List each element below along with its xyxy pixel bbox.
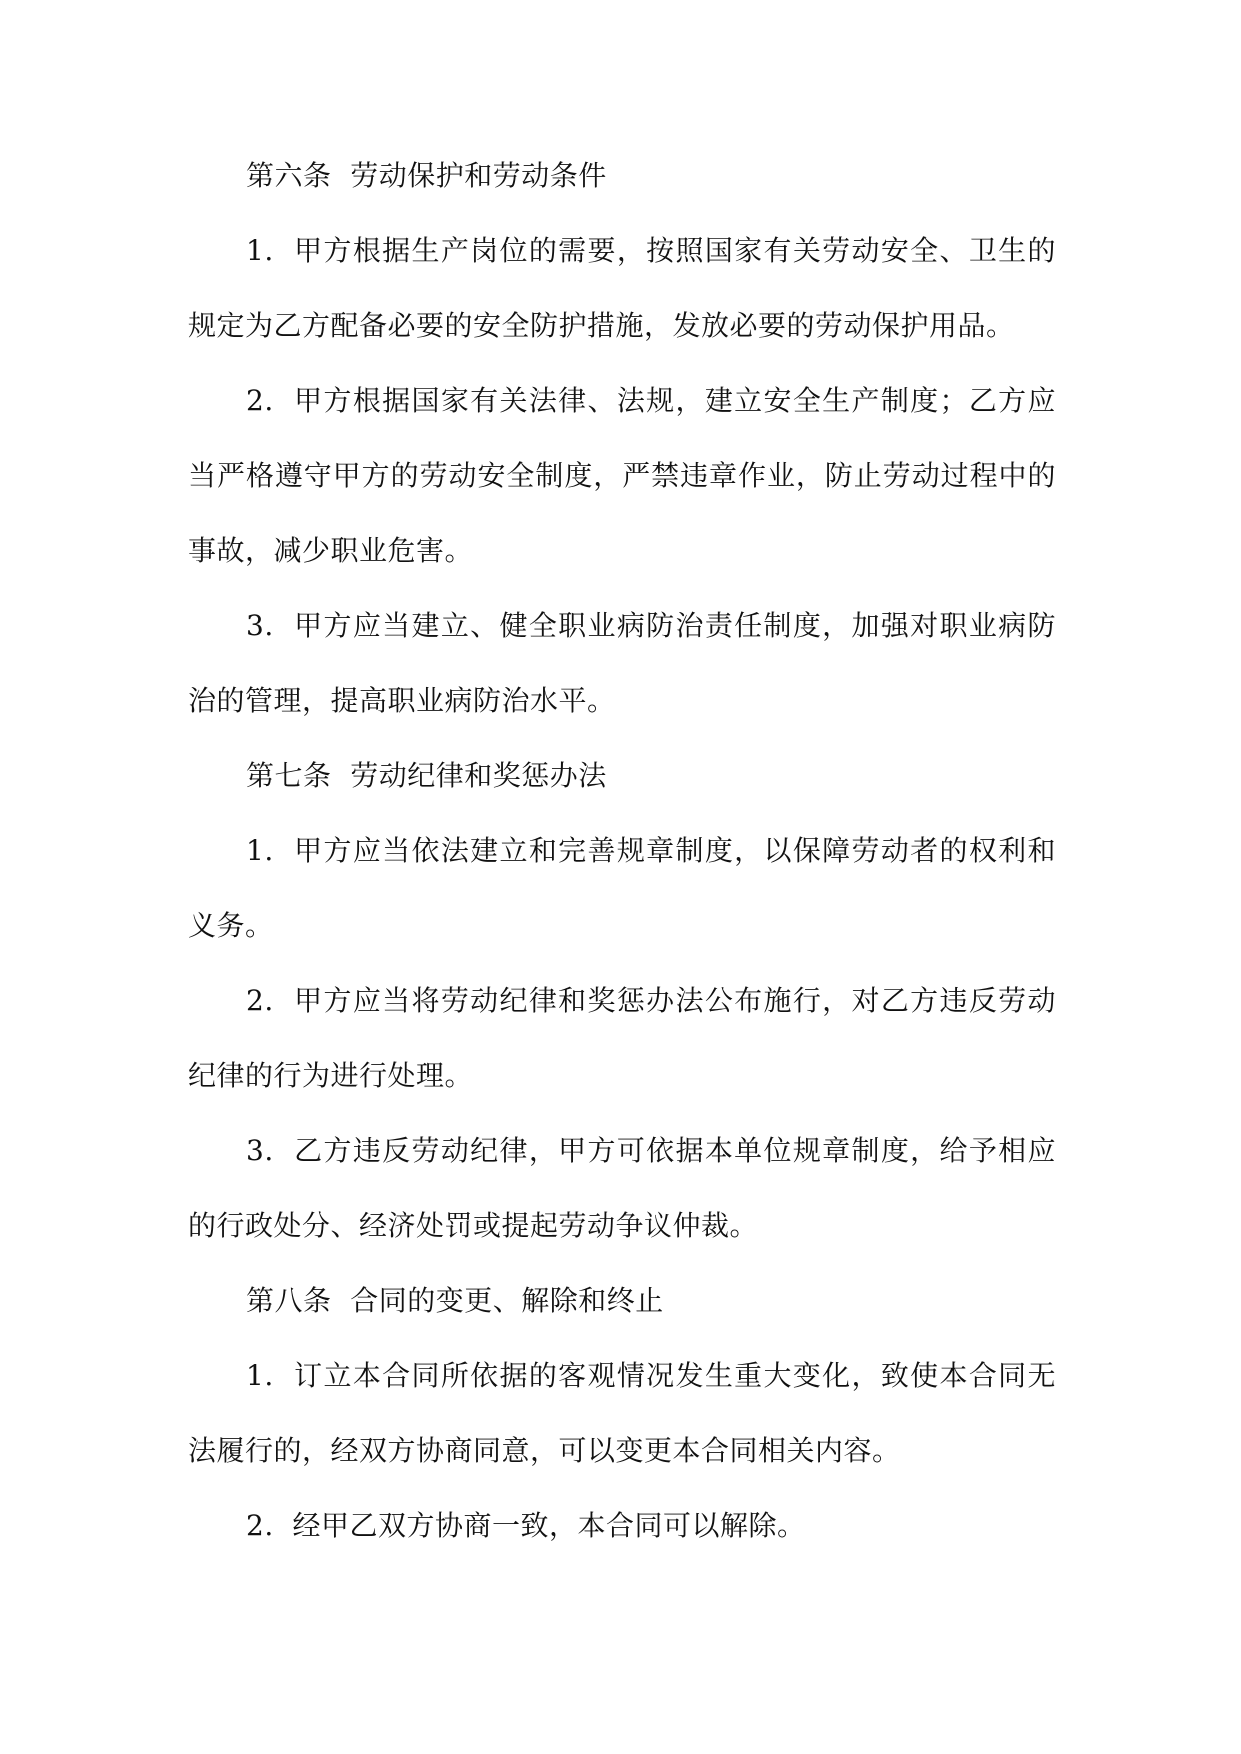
article-7-clause-2: 2. 甲方应当将劳动纪律和奖惩办法公布施行，对乙方违反劳动纪律的行为进行处理。 [188,984,1056,1092]
article-7-clause-1: 1. 甲方应当依法建立和完善规章制度，以保障劳动者的权利和义务。 [188,834,1056,942]
article-6-heading: 第六条 劳动保护和劳动条件 [246,159,607,192]
article-8-heading: 第八条 合同的变更、解除和终止 [246,1284,664,1317]
article-7-heading: 第七条 劳动纪律和奖惩办法 [246,759,607,792]
article-7-clause-3: 3. 乙方违反劳动纪律，甲方可依据本单位规章制度，给予相应的行政处分、经济处罚或提起劳动争议仲裁。 [188,1134,1056,1242]
article-8-clause-1: 1. 订立本合同所依据的客观情况发生重大变化，致使本合同无法履行的，经双方协商同意，可以变更本合同相关内容。 [188,1359,1056,1467]
article-6-clause-3: 3. 甲方应当建立、健全职业病防治责任制度，加强对职业病防治的管理，提高职业病防治水平。 [188,609,1056,717]
article-6-clause-1: 1. 甲方根据生产岗位的需要，按照国家有关劳动安全、卫生的规定为乙方配备必要的安全防护措施，发放必要的劳动保护用品。 [188,234,1056,342]
article-8-clause-2: 2. 经甲乙双方协商一致，本合同可以解除。 [246,1509,806,1542]
article-6-clause-2: 2. 甲方根据国家有关法律、法规，建立安全生产制度；乙方应当严格遵守甲方的劳动安全制度，严禁违章作业，防止劳动过程中的事故，减少职业危害。 [188,384,1056,567]
document-body [188,138,1056,1563]
